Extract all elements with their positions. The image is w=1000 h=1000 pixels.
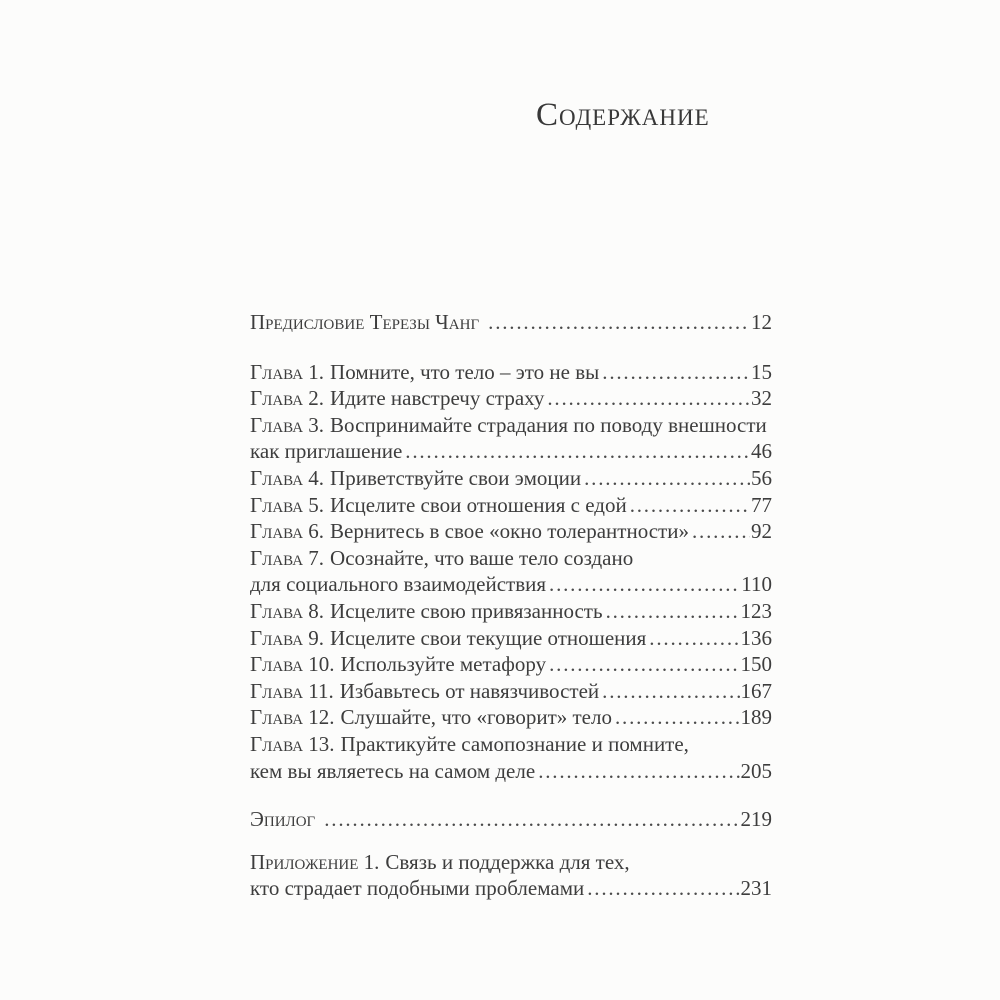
dot-leader <box>612 704 740 731</box>
entry-page-number: 205 <box>740 758 772 783</box>
entry-label: Глава 9. <box>250 625 325 650</box>
dot-leader <box>546 651 739 678</box>
entry-page-number: 12 <box>751 310 772 334</box>
entry-label: Эпилог <box>250 807 316 832</box>
entry-label: Глава 1. <box>250 359 325 384</box>
entry-title: Используйте метафору <box>340 652 547 677</box>
entry-label: Глава 3. <box>250 412 325 437</box>
entry-title: Воспринимайте страдания по поводу внешности <box>330 412 767 437</box>
entry-title: Практикуйте самопознание и помните, <box>340 731 689 756</box>
toc-entry-chapter-1 <box>250 359 772 386</box>
entry-page-number: 231 <box>740 876 772 901</box>
toc-entry-chapter-5 <box>250 492 772 519</box>
dot-leader <box>321 806 739 833</box>
entry-title-continuation: кем вы являетесь на самом деле <box>250 758 536 783</box>
entry-title: Исцелите свои отношения с едой <box>330 492 627 517</box>
entry-title: Осознайте, что ваше тело создано <box>330 545 634 570</box>
dot-leader <box>627 492 750 519</box>
entry-page-number: 77 <box>751 492 772 517</box>
page-title: Содержание <box>536 97 710 133</box>
entry-title: Исцелите свои текущие отношения <box>330 625 647 650</box>
entry-title: Исцелите свою привязанность <box>330 598 603 623</box>
dot-leader <box>535 758 739 785</box>
entry-label: Глава 7. <box>250 545 325 570</box>
entry-page-number: 219 <box>740 807 772 832</box>
dot-leader <box>581 465 750 492</box>
entry-title-continuation: кто страдает подобными проблемами <box>250 876 585 901</box>
toc-entry-chapter-2 <box>250 385 772 412</box>
entry-page-number: 136 <box>740 625 772 650</box>
entry-page-number: 92 <box>751 519 772 544</box>
dot-leader <box>599 359 750 386</box>
entry-label: Глава 10. <box>250 652 335 677</box>
entry-page-number: 110 <box>741 572 772 597</box>
entry-title-continuation: как приглашение <box>250 439 403 464</box>
dot-leader <box>584 875 739 902</box>
toc-entry-epilogue <box>250 806 772 833</box>
entry-title: Идите навстречу страху <box>330 386 545 411</box>
entry-label: Глава 5. <box>250 492 325 517</box>
entry-label: Глава 8. <box>250 598 325 623</box>
entry-title: Связь и поддержка для тех, <box>385 849 630 874</box>
toc-entry-chapter-12 <box>250 704 772 731</box>
toc-entry-appendix-1-line-1 <box>250 849 772 876</box>
toc-entry-chapter-10 <box>250 651 772 678</box>
entry-label: Приложение 1. <box>250 849 380 874</box>
entry-title: Помните, что тело – это не вы <box>330 359 600 384</box>
entry-label: Глава 11. <box>250 678 334 703</box>
toc-entry-preface <box>250 309 772 336</box>
toc-entry-chapter-4 <box>250 465 772 492</box>
entry-label: Глава 12. <box>250 705 335 730</box>
entry-title-continuation: для социального взаимодействия <box>250 572 547 597</box>
toc-entry-chapter-3-line-2 <box>250 438 772 465</box>
dot-leader <box>689 518 750 545</box>
toc-entry-chapter-9 <box>250 625 772 652</box>
toc-entry-chapter-11 <box>250 678 772 705</box>
entry-page-number: 56 <box>751 465 772 490</box>
entry-title: Вернитесь в свое «окно толерантности» <box>330 519 689 544</box>
dot-leader <box>599 678 739 705</box>
entry-title: Приветствуйте свои эмоции <box>330 465 582 490</box>
toc-entry-chapter-13-line-2 <box>250 758 772 785</box>
dot-leader <box>544 385 750 412</box>
dot-leader <box>603 598 740 625</box>
entry-page-number: 32 <box>751 386 772 411</box>
entry-page-number: 46 <box>751 439 772 464</box>
toc-entry-appendix-1-line-2 <box>250 875 772 902</box>
toc-entry-chapter-7-line-1 <box>250 545 772 572</box>
entry-label: Предисловие Терезы Чанг <box>250 310 480 334</box>
toc-entry-chapter-8 <box>250 598 772 625</box>
entry-label: Глава 2. <box>250 386 325 411</box>
dot-leader <box>485 309 750 336</box>
entry-page-number: 15 <box>751 359 772 384</box>
entry-page-number: 123 <box>740 598 772 623</box>
entry-label: Глава 6. <box>250 519 325 544</box>
toc-entry-chapter-13-line-1 <box>250 731 772 758</box>
entry-title: Слушайте, что «говорит» тело <box>340 705 612 730</box>
toc-entry-chapter-7-line-2 <box>250 571 772 598</box>
entry-title: Избавьтесь от навязчивостей <box>339 678 600 703</box>
entry-label: Глава 4. <box>250 465 325 490</box>
entry-page-number: 167 <box>740 678 772 703</box>
dot-leader <box>402 438 750 465</box>
entry-label: Глава 13. <box>250 731 335 756</box>
entry-page-number: 189 <box>740 705 772 730</box>
table-of-contents <box>250 309 772 902</box>
dot-leader <box>646 625 739 652</box>
entry-page-number: 150 <box>740 652 772 677</box>
toc-entry-chapter-6 <box>250 518 772 545</box>
toc-entry-chapter-3-line-1 <box>250 412 772 439</box>
dot-leader <box>546 571 740 598</box>
